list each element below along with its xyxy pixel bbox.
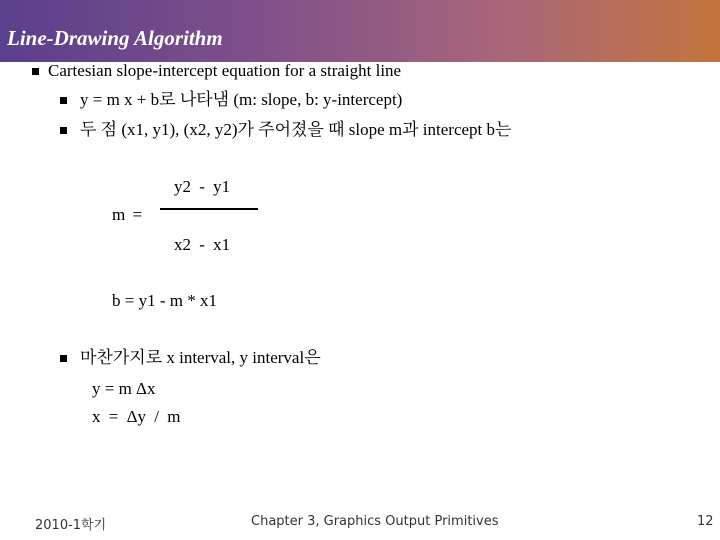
fraction-bar <box>160 208 258 210</box>
bullet-marker <box>32 68 39 75</box>
footer-chapter: Chapter 3, Graphics Output Primitives <box>251 514 499 529</box>
bullet-marker <box>60 355 67 362</box>
bullet-equation: y = m x + b로 나타냄 (m: slope, b: y-intercept) <box>80 90 403 109</box>
slide-title: Line-Drawing Algorithm <box>7 26 223 50</box>
footer-semester: 2010-1학기 <box>35 518 107 533</box>
interval-y: y = m Δx <box>92 379 156 398</box>
title-bar <box>0 0 720 62</box>
bullet-two-points: 두 점 (x1, y1), (x2, y2)가 주어졌을 때 slope m과 intercept b는 <box>80 120 512 139</box>
slope-numerator: y2 - y1 <box>174 177 231 196</box>
bullet-marker <box>60 127 67 134</box>
bullet-cartesian: Cartesian slope-intercept equation for a straight line <box>48 61 402 80</box>
bullet-marker <box>60 97 67 104</box>
slope-lhs: m = <box>112 205 143 224</box>
bullet-interval: 마찬가지로 x interval, y interval은 <box>80 348 321 367</box>
page-number: 12 <box>697 514 714 529</box>
interval-x: x = Δy / m <box>92 407 181 426</box>
intercept-formula: b = y1 - m * x1 <box>112 291 217 310</box>
slope-denominator: x2 - x1 <box>174 235 231 254</box>
